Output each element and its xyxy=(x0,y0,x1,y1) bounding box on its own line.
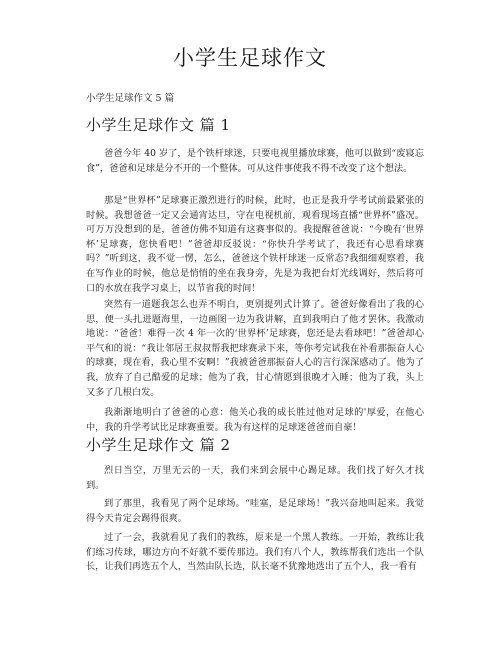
paragraph-2-2: 到了那里，我看见了两个足球场。“哇塞，是足球场！”我兴奋地叫起来。我觉得今天肯定会踢得很爽。 xyxy=(86,498,424,524)
document-subtitle: 小学生足球作文 5 篇 xyxy=(86,93,175,104)
document-title: 小学生足球作文 xyxy=(173,46,327,70)
paragraph-1-4: 我渐渐地明白了爸爸的心意：他关心我的成长胜过他对足球的'厚爱，在他心中，我的升学考试比足球赛重要。我为有这样的足球迷爸爸而自豪！ xyxy=(86,407,424,433)
paragraph-2-3: 过了一会，我就看见了我们的教练，原来是一个黑人教练。一开始，教练让我们练习传球，哪边方向不好就不要传那边。我们有八个人，教练帮我们选出一个队长，让我们再选五个人，当然由队长选，队长毫不犹豫地选出了五个人，我一看有 xyxy=(86,532,424,573)
paragraph-2-1: 烈日当空，万里无云的一天，我们来到会展中心踢足球。我们找了好久才找到。 xyxy=(86,465,424,491)
paragraph-1-1: 爸爸今年 40 岁了，是个铁杆球迷，只要电视里播放球赛，他可以做到“废寝忘食”，爸爸和足球是分不开的一个整体。可从这件事使我不得不改变了这个想法。 xyxy=(86,148,424,174)
paragraph-1-2: 那是“世界杯”足球赛正激烈进行的时候，此时，也正是我升学考试前最紧张的时候。我想爸爸一定又会通宵达旦，守在电视机前，观看现场直播“世界杯”盛况。可万万没想到的是，爸爸仿佛不知道有这赛事似的。我提醒爸爸说：“今晚有‘世界杯’足球赛，您快看吧！”爸爸却反驳说：“你快升学考试了，我还有心思看球赛吗？”听到这，我不觉一愣，怎么，爸爸这个铁杆球迷一反常态?我细细观察着，我在写作业的时候，他总是悄悄的坐在我身旁，先是为我把台灯光线调好，然后将可口的水放在我学习桌上，以节省我的时间！ xyxy=(86,195,424,294)
section-heading-1: 小学生足球作文 篇 1 xyxy=(86,116,231,134)
section-heading-2: 小学生足球作文 篇 2 xyxy=(86,436,231,454)
paragraph-1-3: 突然有一道题我怎么也弄不明白，更别提列式计算了。爸爸好像看出了我的心思，便一头扎进题海里，一边画图一边为我讲解，直到我明白了他才罢休。我激动地说：“爸爸！难得一次 4 年一次的‘世界杯’足球赛，您还是去看球吧！”爸爸却心平气和的说：“我让邻居王叔叔帮我把球赛录下来，等你考完试我在补看那振奋人心的球赛，现在看，我心里不安啊！”我被爸爸那振奋人心的言行深深感动了。他为了我，放弃了自己酷爱的足球；他为了我，甘心情愿到很晚才入睡；他为了我，头上又多了几根白发。 xyxy=(86,299,424,398)
